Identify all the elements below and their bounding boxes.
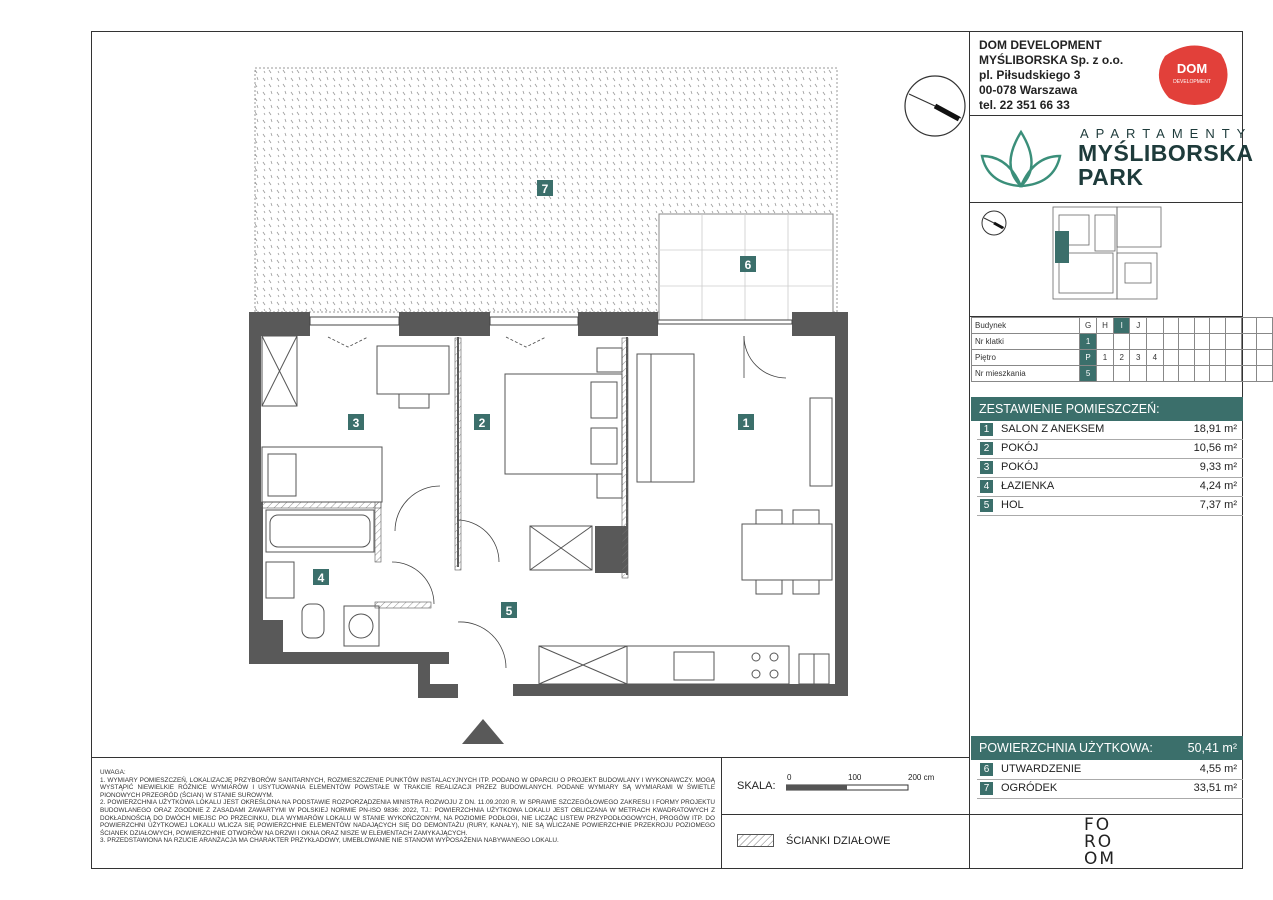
info-cell bbox=[1257, 366, 1273, 382]
keyplan-compass-icon bbox=[982, 211, 1006, 235]
room-name: ŁAZIENKA bbox=[1001, 480, 1055, 492]
leaf-logo-icon bbox=[978, 126, 1064, 190]
info-row-label: Budynek bbox=[972, 318, 1080, 334]
room-row bbox=[977, 440, 1239, 458]
room-number-badge: 2 bbox=[980, 442, 993, 455]
room-row bbox=[977, 459, 1239, 477]
info-cell bbox=[1257, 318, 1273, 334]
notes-title: UWAGA: bbox=[100, 769, 126, 776]
room-name: HOL bbox=[1001, 499, 1024, 511]
info-cell: H bbox=[1097, 318, 1114, 334]
room-name: POKÓJ bbox=[1001, 442, 1039, 454]
info-cell bbox=[1147, 334, 1164, 350]
notes bbox=[100, 769, 715, 845]
info-cell bbox=[1210, 366, 1226, 382]
logo-text-dom: DOM bbox=[1176, 61, 1208, 76]
info-cell bbox=[1241, 350, 1257, 366]
info-cell: G bbox=[1080, 318, 1097, 334]
note-1: 1. WYMIARY POMIESZCZEŃ, LOKALIZACJĘ PRZYBORÓW SANITARNYCH, ROZMIESZCZENIE PUNKTÓW INSTALACYJNYCH ITP. PODANO W OPARCIU O PROJEKT BUDOWLANY I WYKONAWCZY. MOGĄ WYSTĄPIĆ NIEWIELKIE RÓŻNICE WYMIARÓW I USYTUOWANIA ELEMENTÓW POWSTAŁE W TRAKCIE REALIZACJI PRZEZ BUDOWLANYCH. PODANE WYMIARY SĄ WYMIARAMI W ŚWIETLE PIONOWYCH PRZEGRÓD (ŚCIAN) W STANIE SUROWYM. bbox=[100, 776, 715, 799]
doors bbox=[328, 336, 786, 668]
info-cell: I bbox=[1113, 318, 1130, 334]
room-label-1: 1 bbox=[742, 416, 750, 430]
rooms-header: ZESTAWIENIE POMIESZCZEŃ: bbox=[971, 397, 1243, 421]
info-cell bbox=[1241, 366, 1257, 382]
scale-tick-100: 100 bbox=[848, 773, 862, 782]
info-cell: 1 bbox=[1097, 350, 1114, 366]
info-cell bbox=[1179, 318, 1195, 334]
apartment-info-table bbox=[971, 317, 1273, 382]
scale-bar bbox=[786, 784, 910, 792]
info-cell bbox=[1163, 318, 1179, 334]
room-name: POKÓJ bbox=[1001, 461, 1039, 473]
info-cell: 4 bbox=[1147, 350, 1164, 366]
foroom-logo bbox=[1084, 817, 1116, 868]
room-row bbox=[977, 478, 1239, 496]
brand-line-3: PARK bbox=[1078, 164, 1144, 190]
company-info bbox=[979, 38, 1123, 113]
logo-text-development: DEVELOPMENT bbox=[1173, 79, 1211, 85]
floor-plan bbox=[92, 32, 970, 756]
brand-divider bbox=[969, 202, 1243, 203]
info-cell bbox=[1257, 334, 1273, 350]
room-number-badge: 1 bbox=[980, 423, 993, 436]
room-label-3: 3 bbox=[352, 416, 360, 430]
partition-legend-swatch bbox=[737, 834, 775, 848]
info-cell: J bbox=[1130, 318, 1147, 334]
partitions bbox=[261, 338, 628, 608]
company-divider bbox=[969, 115, 1243, 116]
usable-area-label: POWIERZCHNIA UŻYTKOWA: bbox=[979, 741, 1153, 755]
room-name: UTWARDZENIE bbox=[1001, 763, 1082, 775]
dom-development-logo bbox=[1155, 42, 1230, 107]
info-cell bbox=[1147, 366, 1164, 382]
info-row bbox=[972, 350, 1273, 366]
info-cell bbox=[1097, 334, 1114, 350]
room-label-6: 6 bbox=[744, 258, 752, 272]
info-cell bbox=[1241, 318, 1257, 334]
info-row bbox=[972, 334, 1273, 350]
foroom-line-2: RO bbox=[1084, 832, 1114, 852]
foroom-line-3: OM bbox=[1084, 849, 1117, 869]
info-cell bbox=[1130, 334, 1147, 350]
room-row-divider bbox=[977, 798, 1243, 799]
info-cell: 5 bbox=[1080, 366, 1097, 382]
company-subname: MYŚLIBORSKA Sp. z o.o. bbox=[979, 53, 1124, 67]
info-cell bbox=[1210, 318, 1226, 334]
room-row bbox=[977, 780, 1239, 798]
info-cell bbox=[1241, 334, 1257, 350]
room-area: 7,37 m² bbox=[1199, 499, 1237, 511]
usable-area-header bbox=[971, 736, 1243, 760]
company-city: 00-078 Warszawa bbox=[979, 83, 1078, 97]
room-row bbox=[977, 421, 1239, 439]
info-cell bbox=[1226, 334, 1242, 350]
note-3: 3. PRZEDSTAWIONA NA RZUCIE ARANŻACJA MA CHARAKTER PRZYKŁADOWY, UMEBLOWANIE NIE STANOWI WYPOSAŻENIA NABYWANEGO LOKALU. bbox=[100, 837, 559, 845]
info-cell bbox=[1147, 318, 1164, 334]
room-number-badge: 3 bbox=[980, 461, 993, 474]
room-name: SALON Z ANEKSEM bbox=[1001, 423, 1105, 435]
info-cell bbox=[1257, 350, 1273, 366]
scale-label: SKALA: bbox=[737, 780, 776, 792]
scale-tick-200: 200 cm bbox=[908, 773, 935, 782]
key-plan bbox=[975, 205, 1240, 310]
info-row bbox=[972, 318, 1273, 334]
info-cell bbox=[1210, 334, 1226, 350]
entrance-arrow bbox=[462, 719, 504, 744]
notes-scale-divider bbox=[721, 757, 722, 869]
info-cell bbox=[1179, 366, 1195, 382]
brand-line-1: APARTAMENTY bbox=[1080, 126, 1253, 141]
info-row-label: Nr klatki bbox=[972, 334, 1080, 350]
room-row-divider bbox=[977, 515, 1243, 516]
info-cell bbox=[1163, 350, 1179, 366]
room-area: 4,24 m² bbox=[1199, 480, 1237, 492]
info-cell bbox=[1194, 366, 1210, 382]
info-cell bbox=[1226, 318, 1242, 334]
notes-divider bbox=[91, 757, 970, 758]
info-row-label: Piętro bbox=[972, 350, 1080, 366]
info-cell bbox=[1210, 350, 1226, 366]
info-cell: 1 bbox=[1080, 334, 1097, 350]
usable-area-value: 50,41 m² bbox=[1187, 741, 1237, 755]
room-number-badge: 7 bbox=[980, 782, 993, 795]
room-label-2: 2 bbox=[478, 416, 486, 430]
room-row bbox=[977, 761, 1239, 779]
info-row bbox=[972, 366, 1273, 382]
room-area: 9,33 m² bbox=[1199, 461, 1237, 473]
legend-label: ŚCIANKI DZIAŁOWE bbox=[786, 835, 891, 847]
info-cell bbox=[1113, 366, 1130, 382]
company-street: pl. Piłsudskiego 3 bbox=[979, 68, 1081, 82]
room-area: 10,56 m² bbox=[1193, 442, 1237, 454]
room-name: OGRÓDEK bbox=[1001, 782, 1058, 794]
room-label-5: 5 bbox=[505, 604, 513, 618]
info-cell bbox=[1163, 334, 1179, 350]
scale-tick-0: 0 bbox=[787, 773, 792, 782]
info-cell bbox=[1194, 334, 1210, 350]
room-label-4: 4 bbox=[317, 571, 325, 585]
room-number-badge: 6 bbox=[980, 763, 993, 776]
room-area: 18,91 m² bbox=[1193, 423, 1237, 435]
furniture bbox=[262, 336, 832, 684]
info-cell: P bbox=[1080, 350, 1097, 366]
info-cell bbox=[1163, 366, 1179, 382]
north-compass bbox=[905, 76, 965, 136]
room-label-7: 7 bbox=[541, 182, 549, 196]
info-cell bbox=[1097, 366, 1114, 382]
note-2: 2. POWIERZCHNIA UŻYTKOWA LOKALU JEST OKREŚLONA NA PODSTAWIE ROZPORZĄDZENIA MINISTRA ROZWOJU Z DN. 11.09.2020 R. W SPRAWIE SZCZEGÓŁOWEGO ZAKRESU I FORMY PROJEKTU BUDOWLANEGO ORAZ ZGODNIE Z ZASADAMI ZAWARTYMI W POLSKIEJ NORMIE PN-ISO 9836: 2022, TJ.: POWIERZCHNIA UŻYTKOWA LOKALU JEST OBLICZANA W METRACH KWADRATOWYCH Z DOKŁADNOŚCIĄ DO DWÓCH MIEJSC PO PRZECINKU, DLA WYMIARÓW LOKALU W STANIE WYKOŃCZONYM, NA POZIOMIE PODŁOGI, NIE LICZĄC LISTEW PRZYPODŁOGOWYCH, PROGÓW ITP. DO POWIERZCHNI UŻYTKOWEJ LOKALU WLICZA SIĘ POWIERZCHNIE ELEMENTÓW NADAJĄCYCH SIĘ DO DEMONTAŻU (RURY, KANAŁY), NIE SĄ WLICZANE POWIERZCHNIE PRZEKROJU POZIOMEGO ŚCIANEK DZIAŁOWYCH, POWIERZCHNIE OTWORÓW NA DRZWI I OKNA ORAZ NISZE W ELEMENTACH ZAMYKAJĄCYCH. bbox=[100, 799, 715, 837]
room-number-badge: 5 bbox=[980, 499, 993, 512]
info-cell: 2 bbox=[1113, 350, 1130, 366]
info-cell bbox=[1113, 334, 1130, 350]
foroom-line-1: FO bbox=[1084, 815, 1112, 835]
info-cell: 3 bbox=[1130, 350, 1147, 366]
info-cell bbox=[1179, 334, 1195, 350]
company-name: DOM DEVELOPMENT bbox=[979, 38, 1102, 52]
info-cell bbox=[1130, 366, 1147, 382]
room-area: 4,55 m² bbox=[1199, 763, 1237, 775]
info-cell bbox=[1194, 350, 1210, 366]
info-cell bbox=[1194, 318, 1210, 334]
info-cell bbox=[1179, 350, 1195, 366]
info-cell bbox=[1226, 366, 1242, 382]
room-number-badge: 4 bbox=[980, 480, 993, 493]
brand-line-2: MYŚLIBORSKA bbox=[1078, 140, 1254, 166]
company-phone: tel. 22 351 66 33 bbox=[979, 98, 1070, 112]
scale-legend-divider bbox=[721, 814, 970, 815]
room-area: 33,51 m² bbox=[1193, 782, 1237, 794]
info-row-label: Nr mieszkania bbox=[972, 366, 1080, 382]
info-cell bbox=[1226, 350, 1242, 366]
room-row bbox=[977, 497, 1239, 515]
